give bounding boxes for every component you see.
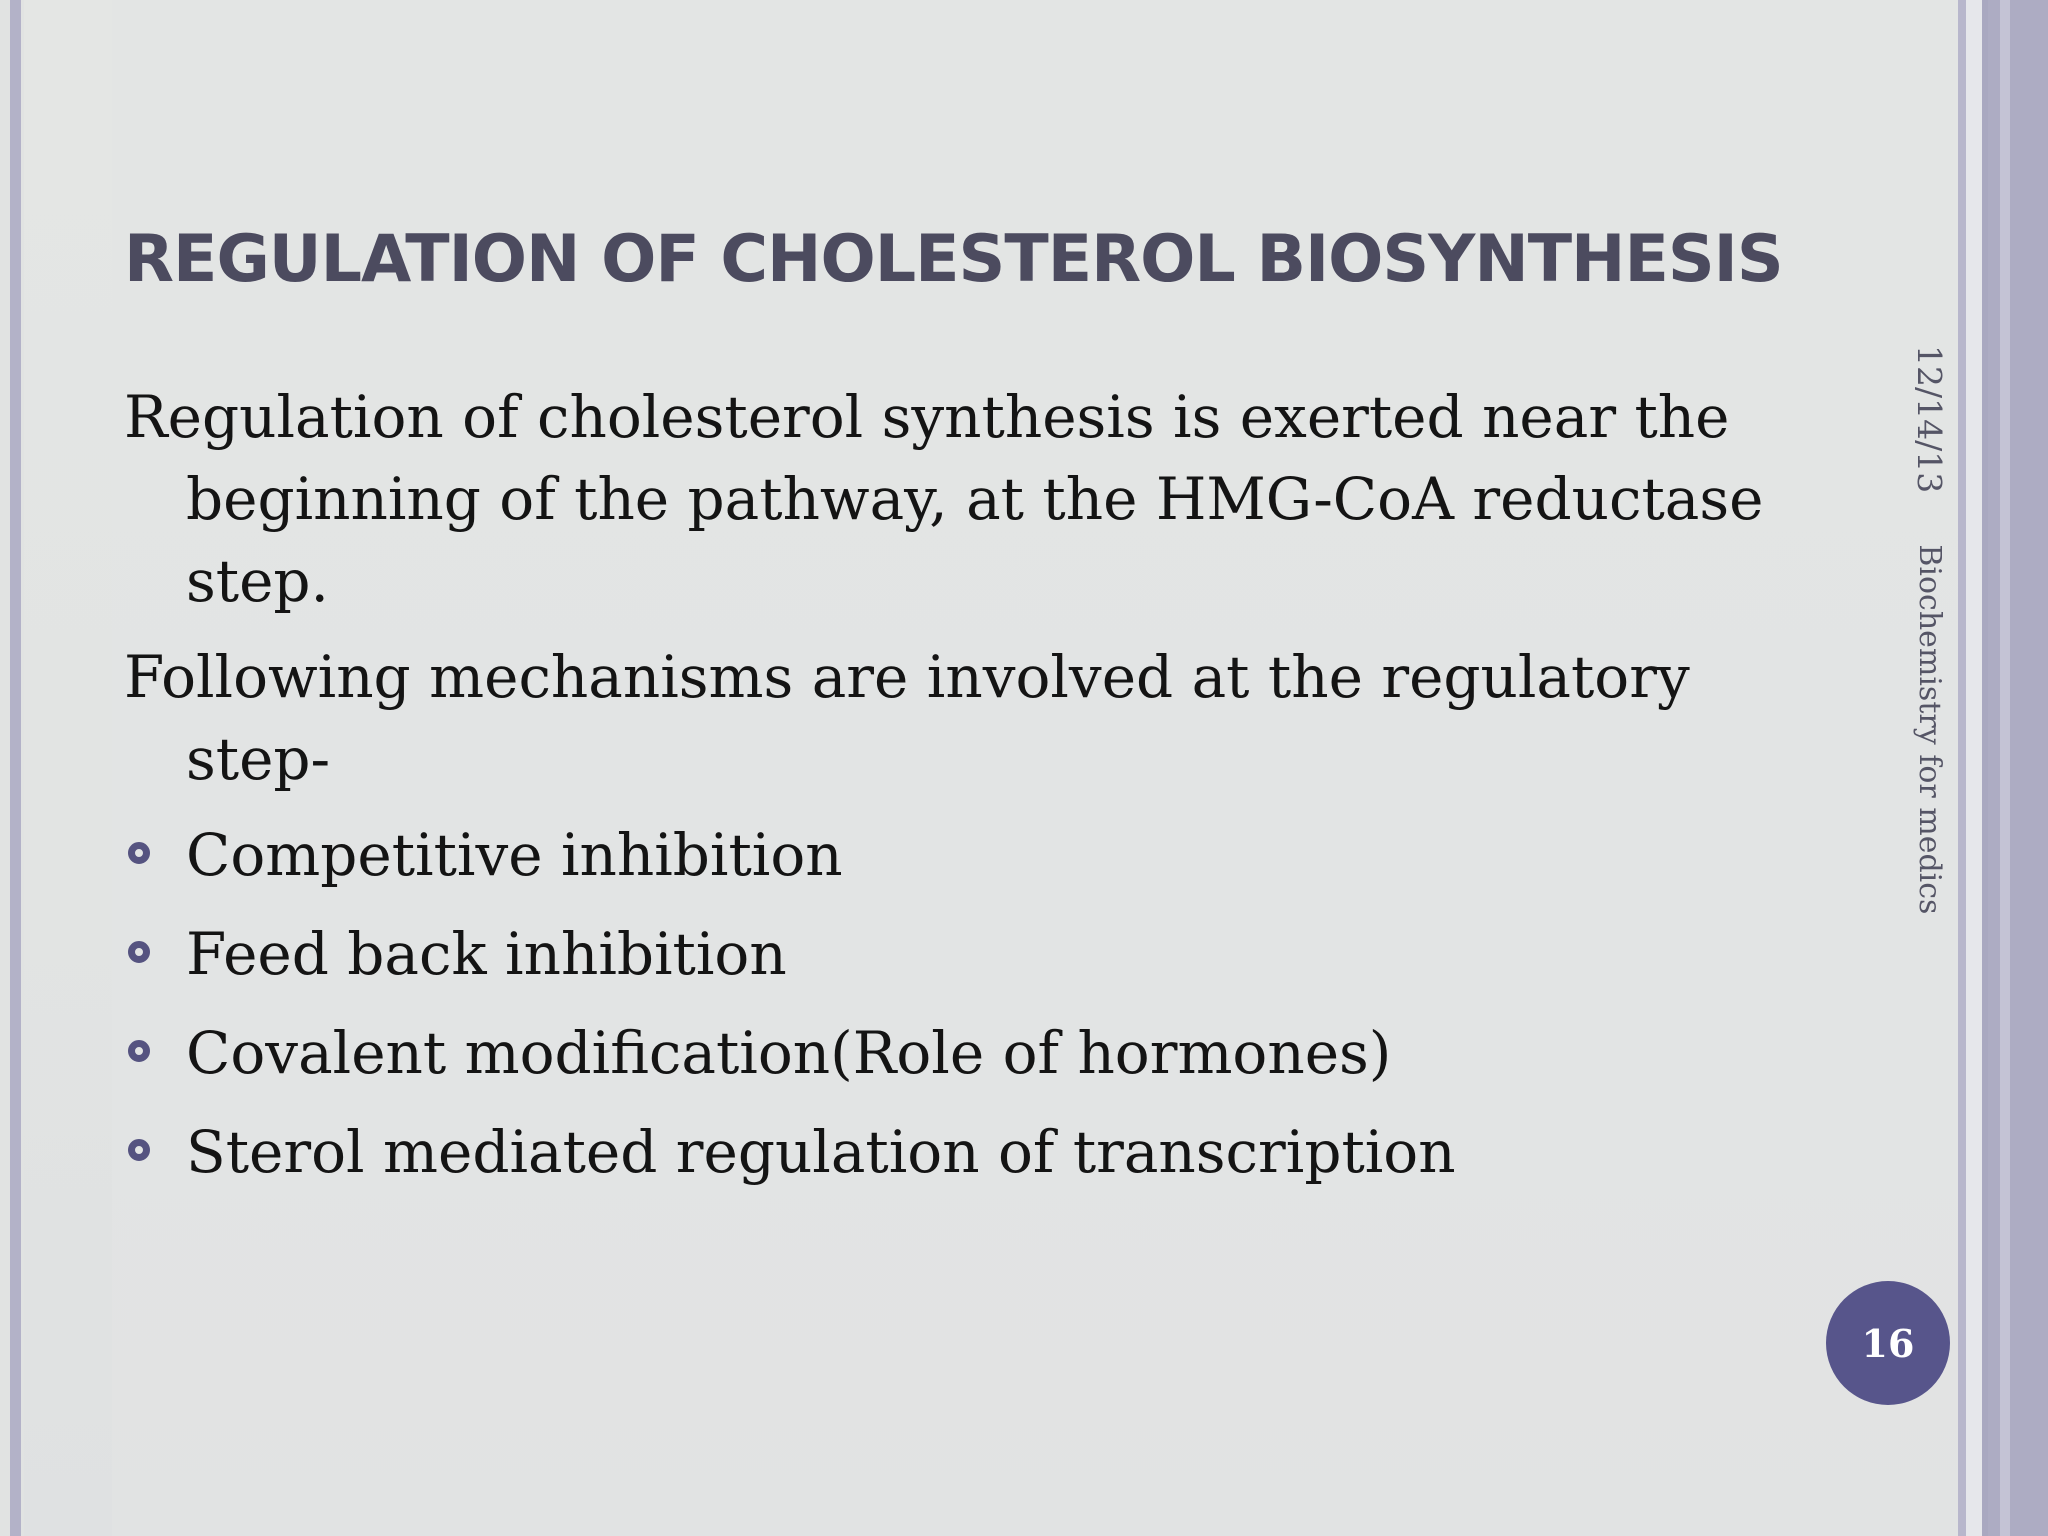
mechanism-list (124, 814, 1784, 1193)
page-number-badge (1826, 1281, 1950, 1405)
left-decorative-line (10, 0, 21, 1536)
list-item (124, 814, 1784, 896)
list-item-label: Covalent modification(Role of hormones) (186, 1019, 1392, 1087)
paragraph-mechanisms: Following mechanisms are involved at the regulatory step- (124, 643, 1690, 793)
right-decorative-stripe (1958, 0, 1966, 1536)
right-decorative-band (1988, 0, 2048, 1536)
list-item-label: Competitive inhibition (186, 821, 843, 889)
slide-title: REGULATION OF CHOLESTEROL BIOSYNTHESIS (124, 222, 1783, 297)
side-footer (1910, 345, 1949, 914)
list-item (124, 1111, 1784, 1193)
hollow-circle-bullet-icon (128, 1040, 150, 1062)
hollow-circle-bullet-icon (128, 1139, 150, 1161)
right-decorative-gap (1966, 0, 1982, 1536)
list-item-label: Feed back inhibition (186, 920, 787, 988)
side-date: 12/14/13 (1910, 345, 1949, 494)
page-number: 16 (1861, 1320, 1915, 1366)
right-decorative-band-inner (2000, 0, 2010, 1536)
slide-body (124, 376, 1784, 1210)
list-item-label: Sterol mediated regulation of transcription (186, 1118, 1456, 1186)
hollow-circle-bullet-icon (128, 941, 150, 963)
paragraph-regulation: Regulation of cholesterol synthesis is exerted near the beginning of the pathway, at the HMG-CoA reductase step. (124, 383, 1764, 615)
list-item (124, 1012, 1784, 1094)
list-item (124, 913, 1784, 995)
hollow-circle-bullet-icon (128, 842, 150, 864)
side-subject: Biochemistry for medics (1912, 544, 1947, 915)
